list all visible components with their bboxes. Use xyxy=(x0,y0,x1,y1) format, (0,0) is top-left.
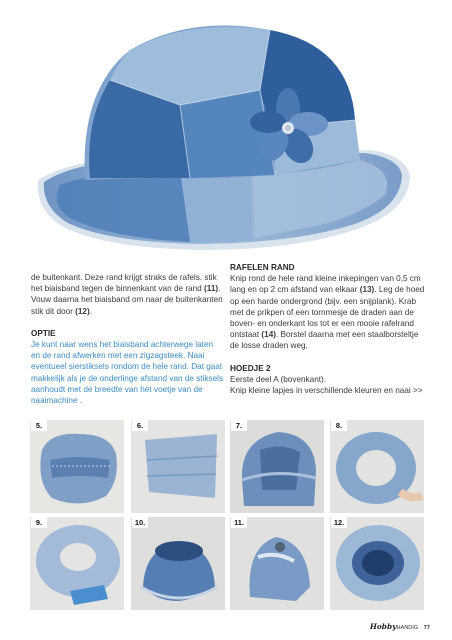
rafelen-paragraph: Knip rond de hele rand kleine inkepingen van 0,5 cm lang en op 2 cm afstand van elkaar (13). Leg de hoed op een harde ondergrond (bijv. een snijplank). Krab met de prikpen of een tornmesje de draden aan de boven- en onderkant los tot er een mooie rafelrand ontstaat (14). Borstel daarna met een staalborsteltje de losse draden weg. xyxy=(230,274,425,351)
page-number: 77 xyxy=(423,625,430,631)
step-photo-12 xyxy=(330,517,424,610)
step-ref-12: (12) xyxy=(75,306,90,316)
brand-logo: Hobby xyxy=(369,622,397,631)
optie-heading: OPTIE xyxy=(31,328,56,338)
optie-paragraph: Je kunt naar wens het biaisband achterwege laten en de rand afwerken met een zigzagsteek. Naai eventueel sierstiksels rondom de hele rand. Dat gaat makkelijk als je de onderlinge afstand van de stiksels aanhoudt met de breedte van het voetje van de naaimachine . xyxy=(31,340,224,406)
step-ref-14: (14) xyxy=(261,330,276,340)
step-number: 7. xyxy=(231,420,247,431)
step-ref-13: (13) xyxy=(359,285,375,295)
hero-hat-photo xyxy=(30,10,422,258)
body-paragraph: de buitenkant. Deze rand krijgt straks de rafels. stik het biaisband tegen de binnenkant van de rand (11). Vouw daarna het biaisband om naar de buitenkanten stik dit door (12). xyxy=(31,273,223,316)
step-photo-7 xyxy=(230,420,324,513)
right-text-column xyxy=(230,262,426,396)
step-number: 11. xyxy=(231,517,247,528)
step-ref-11: (11) xyxy=(204,284,219,294)
hoedje-heading: HOEDJE 2 xyxy=(230,363,271,373)
rafelen-heading: RAFELEN RAND xyxy=(230,263,295,272)
step-number: 6. xyxy=(132,420,148,431)
step-number: 8. xyxy=(331,420,347,431)
step-number: 12. xyxy=(331,517,347,528)
step-photo-11 xyxy=(230,517,324,610)
step-number: 5. xyxy=(31,420,47,431)
step-photo-6 xyxy=(131,420,225,513)
brand-suffix: HANDIG xyxy=(396,625,419,631)
page-footer xyxy=(370,622,430,631)
step-photo-8 xyxy=(330,420,424,513)
step-number: 10. xyxy=(132,517,148,528)
step-photo-10 xyxy=(131,517,225,610)
step-photo-5 xyxy=(30,420,124,513)
hoedje-line-1: Eerste deel A (bovenkant). xyxy=(230,374,327,384)
left-text-column xyxy=(31,272,224,406)
hoedje-line-2: Knip kleine lapjes in verschillende kleuren en naai >> xyxy=(230,386,423,396)
step-photo-9 xyxy=(30,517,124,610)
step-number: 9. xyxy=(31,517,47,528)
